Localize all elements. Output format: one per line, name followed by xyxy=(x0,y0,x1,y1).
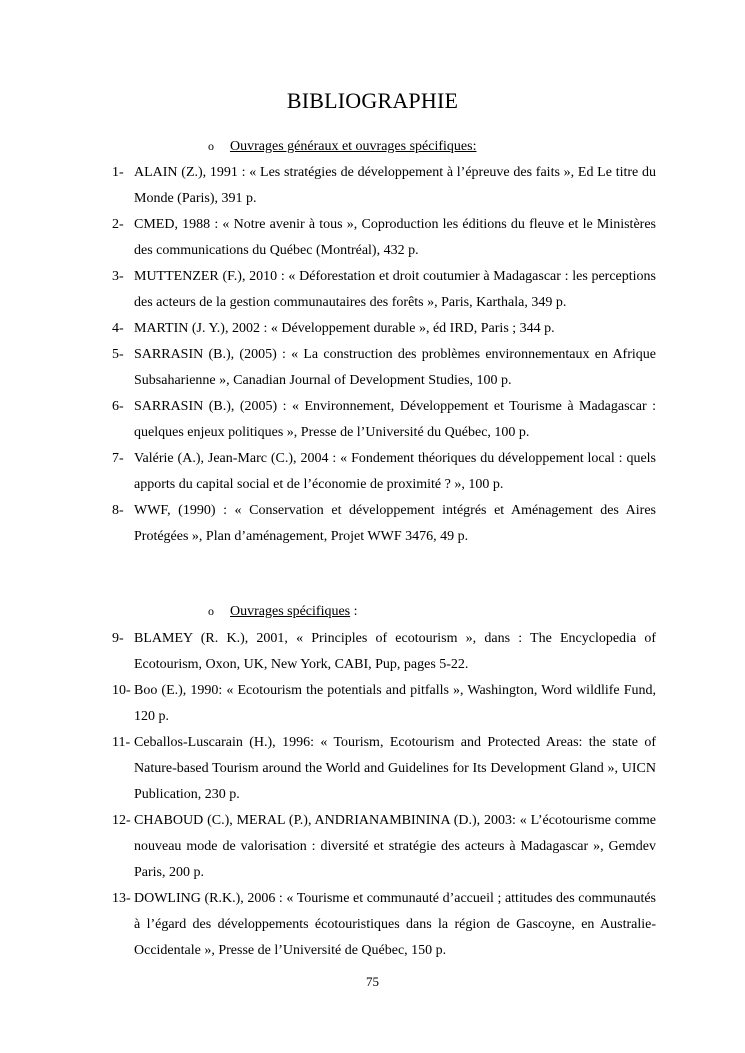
reference-number: 3- xyxy=(112,269,124,284)
section-label: Ouvrages spécifiques xyxy=(230,604,351,619)
reference-item xyxy=(0,212,656,264)
section-heading-general xyxy=(208,139,476,155)
reference-item xyxy=(0,316,656,342)
reference-number: 11- xyxy=(112,735,131,750)
reference-item xyxy=(0,446,656,498)
reference-number: 9- xyxy=(112,631,124,646)
reference-text: BLAMEY (R. K.), 2001, « Principles of ecotourism », dans : The Encyclopedia of Ecotourism, Oxon, UK, New York, CABI, Pup, pages 5-22. xyxy=(134,631,656,672)
reference-item xyxy=(0,264,656,316)
reference-number: 10- xyxy=(112,683,131,698)
reference-text: Ceballos-Luscarain (H.), 1996: « Tourism, Ecotourism and Protected Areas: the state of Nature-based Tourism around the World and Guidelines for Its Development Gland », UICN Publication, 230 p. xyxy=(134,735,656,802)
reference-text: MUTTENZER (F.), 2010 : « Déforestation et droit coutumier à Madagascar : les perceptions des acteurs de la gestion communautaires des forêts », Paris, Karthala, 349 p. xyxy=(134,269,656,310)
reference-text: SARRASIN (B.), (2005) : « Environnement, Développement et Tourisme à Madagascar : quelques enjeux politiques », Presse de l’Université du Québec, 100 p. xyxy=(134,399,656,440)
reference-number: 2- xyxy=(112,217,124,232)
reference-item xyxy=(0,730,656,808)
page-number: 75 xyxy=(366,974,379,989)
page-title: BIBLIOGRAPHIE xyxy=(286,88,459,113)
reference-number: 1- xyxy=(112,165,124,180)
reference-item xyxy=(0,342,656,394)
reference-number: 12- xyxy=(112,813,131,828)
reference-number: 6- xyxy=(112,399,124,414)
reference-number: 8- xyxy=(112,503,124,518)
reference-number: 5- xyxy=(112,347,124,362)
reference-number: 4- xyxy=(112,321,124,336)
reference-item xyxy=(0,394,656,446)
reference-item xyxy=(0,626,656,678)
bullet-icon: o xyxy=(208,139,214,153)
reference-text: CHABOUD (C.), MERAL (P.), ANDRIANAMBININA (D.), 2003: « L’écotourisme comme nouveau mode de valorisation : diversité et stratégie des acteurs à Madagascar », Gemdev Paris, 200 p. xyxy=(134,813,656,880)
reference-text: WWF, (1990) : « Conservation et développement intégrés et Aménagement des Aires Protégées », Plan d’aménagement, Projet WWF 3476, 49 p. xyxy=(134,503,656,544)
reference-text: CMED, 1988 : « Notre avenir à tous », Coproduction les éditions du fleuve et le Ministères des communications du Québec (Montréal), 432 p. xyxy=(134,217,656,258)
reference-item xyxy=(0,160,656,212)
reference-text: ALAIN (Z.), 1991 : « Les stratégies de développement à l’épreuve des faits », Ed Le titre du Monde (Paris), 391 p. xyxy=(134,165,656,206)
reference-list-general xyxy=(0,160,745,550)
reference-item xyxy=(0,886,656,964)
reference-text: DOWLING (R.K.), 2006 : « Tourisme et communauté d’accueil ; attitudes des communautés à l’égard des développements écotouristiques dans la région de Gascoyne, en Australie-Occidentale », Presse de l’Université de Québec, 150 p. xyxy=(134,891,656,958)
reference-list-specific xyxy=(0,626,745,964)
reference-item xyxy=(0,678,656,730)
reference-text: MARTIN (J. Y.), 2002 : « Développement durable », éd IRD, Paris ; 344 p. xyxy=(134,321,555,336)
reference-item xyxy=(0,808,656,886)
reference-number: 7- xyxy=(112,451,124,466)
section-label: Ouvrages généraux et ouvrages spécifiques: xyxy=(230,139,477,154)
reference-text: Valérie (A.), Jean-Marc (C.), 2004 : « Fondement théoriques du développement local : quels apports du capital social et de l’économie de proximité ? », 100 p. xyxy=(134,451,656,492)
reference-number: 13- xyxy=(112,891,131,906)
reference-item xyxy=(0,498,656,550)
section-label-suffix: : xyxy=(350,604,358,619)
section-heading-specific xyxy=(208,604,358,620)
reference-text: SARRASIN (B.), (2005) : « La construction des problèmes environnementaux en Afrique Subsaharienne », Canadian Journal of Development Studies, 100 p. xyxy=(134,347,656,388)
reference-text: Boo (E.), 1990: « Ecotourism the potentials and pitfalls », Washington, Word wildlife Fund, 120 p. xyxy=(134,683,656,724)
bullet-icon: o xyxy=(208,604,214,618)
